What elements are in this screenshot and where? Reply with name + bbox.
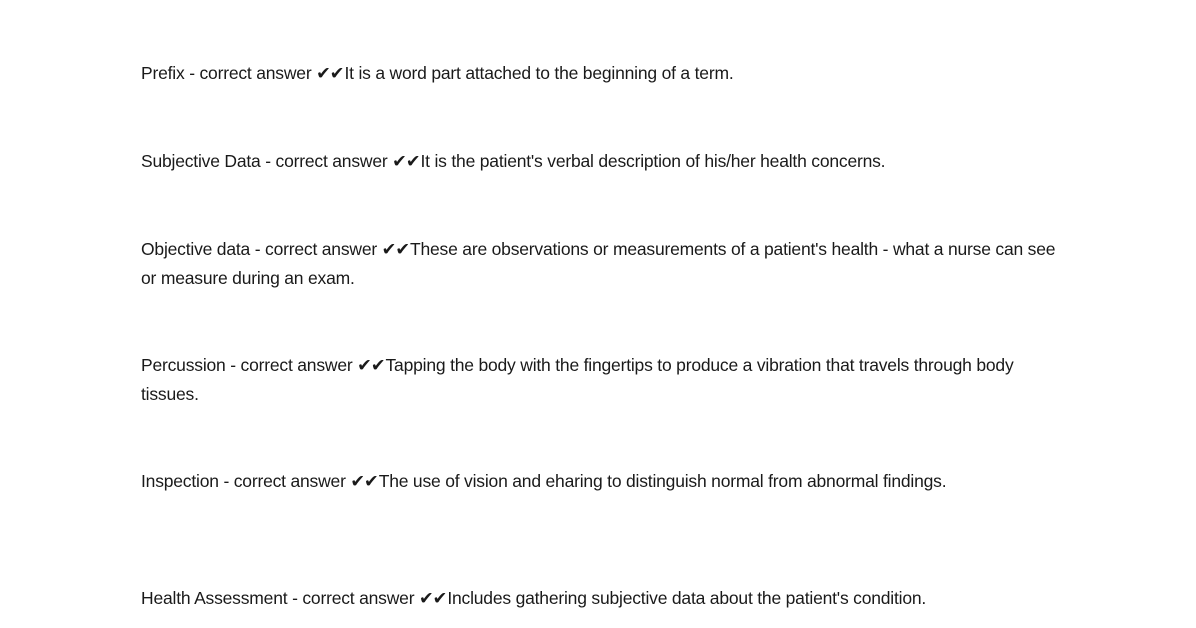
answer-label: correct answer [240,355,353,375]
term: Health Assessment [141,588,288,608]
definition: Includes gathering subjective data about the patient's condition. [447,588,927,608]
checkmark-icon: ✔✔ [381,239,409,259]
definition: Tapping the body with the fingertips to produce a vibration that travels through body tissues. [141,355,1014,404]
separator: - [218,471,234,491]
qa-entry-objective-data [141,235,1061,293]
term: Objective data [141,239,251,259]
checkmark-icon: ✔✔ [316,63,344,83]
definition: The use of vision and eharing to distinguish normal from abnormal findings. [378,471,947,491]
answer-label: correct answer [275,151,388,171]
answer-label: correct answer [233,471,346,491]
separator: - [260,151,276,171]
answer-label: correct answer [265,239,377,259]
qa-entry-percussion [141,351,1061,409]
checkmark-icon: ✔✔ [419,588,447,608]
term: Subjective Data [141,151,261,171]
definition: It is a word part attached to the beginning of a term. [344,63,734,83]
qa-entry-inspection [141,467,1061,496]
term: Percussion [141,355,226,375]
definition: These are observations or measurements of a patient's health - what a nurse can see or measure during an exam. [141,239,1056,288]
definition: It is the patient's verbal description of his/her health concerns. [420,151,886,171]
term: Inspection [141,471,219,491]
separator: - [184,63,200,83]
separator: - [250,239,266,259]
checkmark-icon: ✔✔ [392,151,420,171]
checkmark-icon: ✔✔ [350,471,378,491]
qa-entry-health-assessment [141,584,1061,613]
term: Prefix [141,63,185,83]
answer-label: correct answer [302,588,415,608]
checkmark-icon: ✔✔ [357,355,385,375]
answer-label: correct answer [199,63,312,83]
separator: - [225,355,241,375]
qa-entry-prefix [141,59,1061,88]
separator: - [287,588,303,608]
qa-entry-subjective-data [141,147,1061,176]
